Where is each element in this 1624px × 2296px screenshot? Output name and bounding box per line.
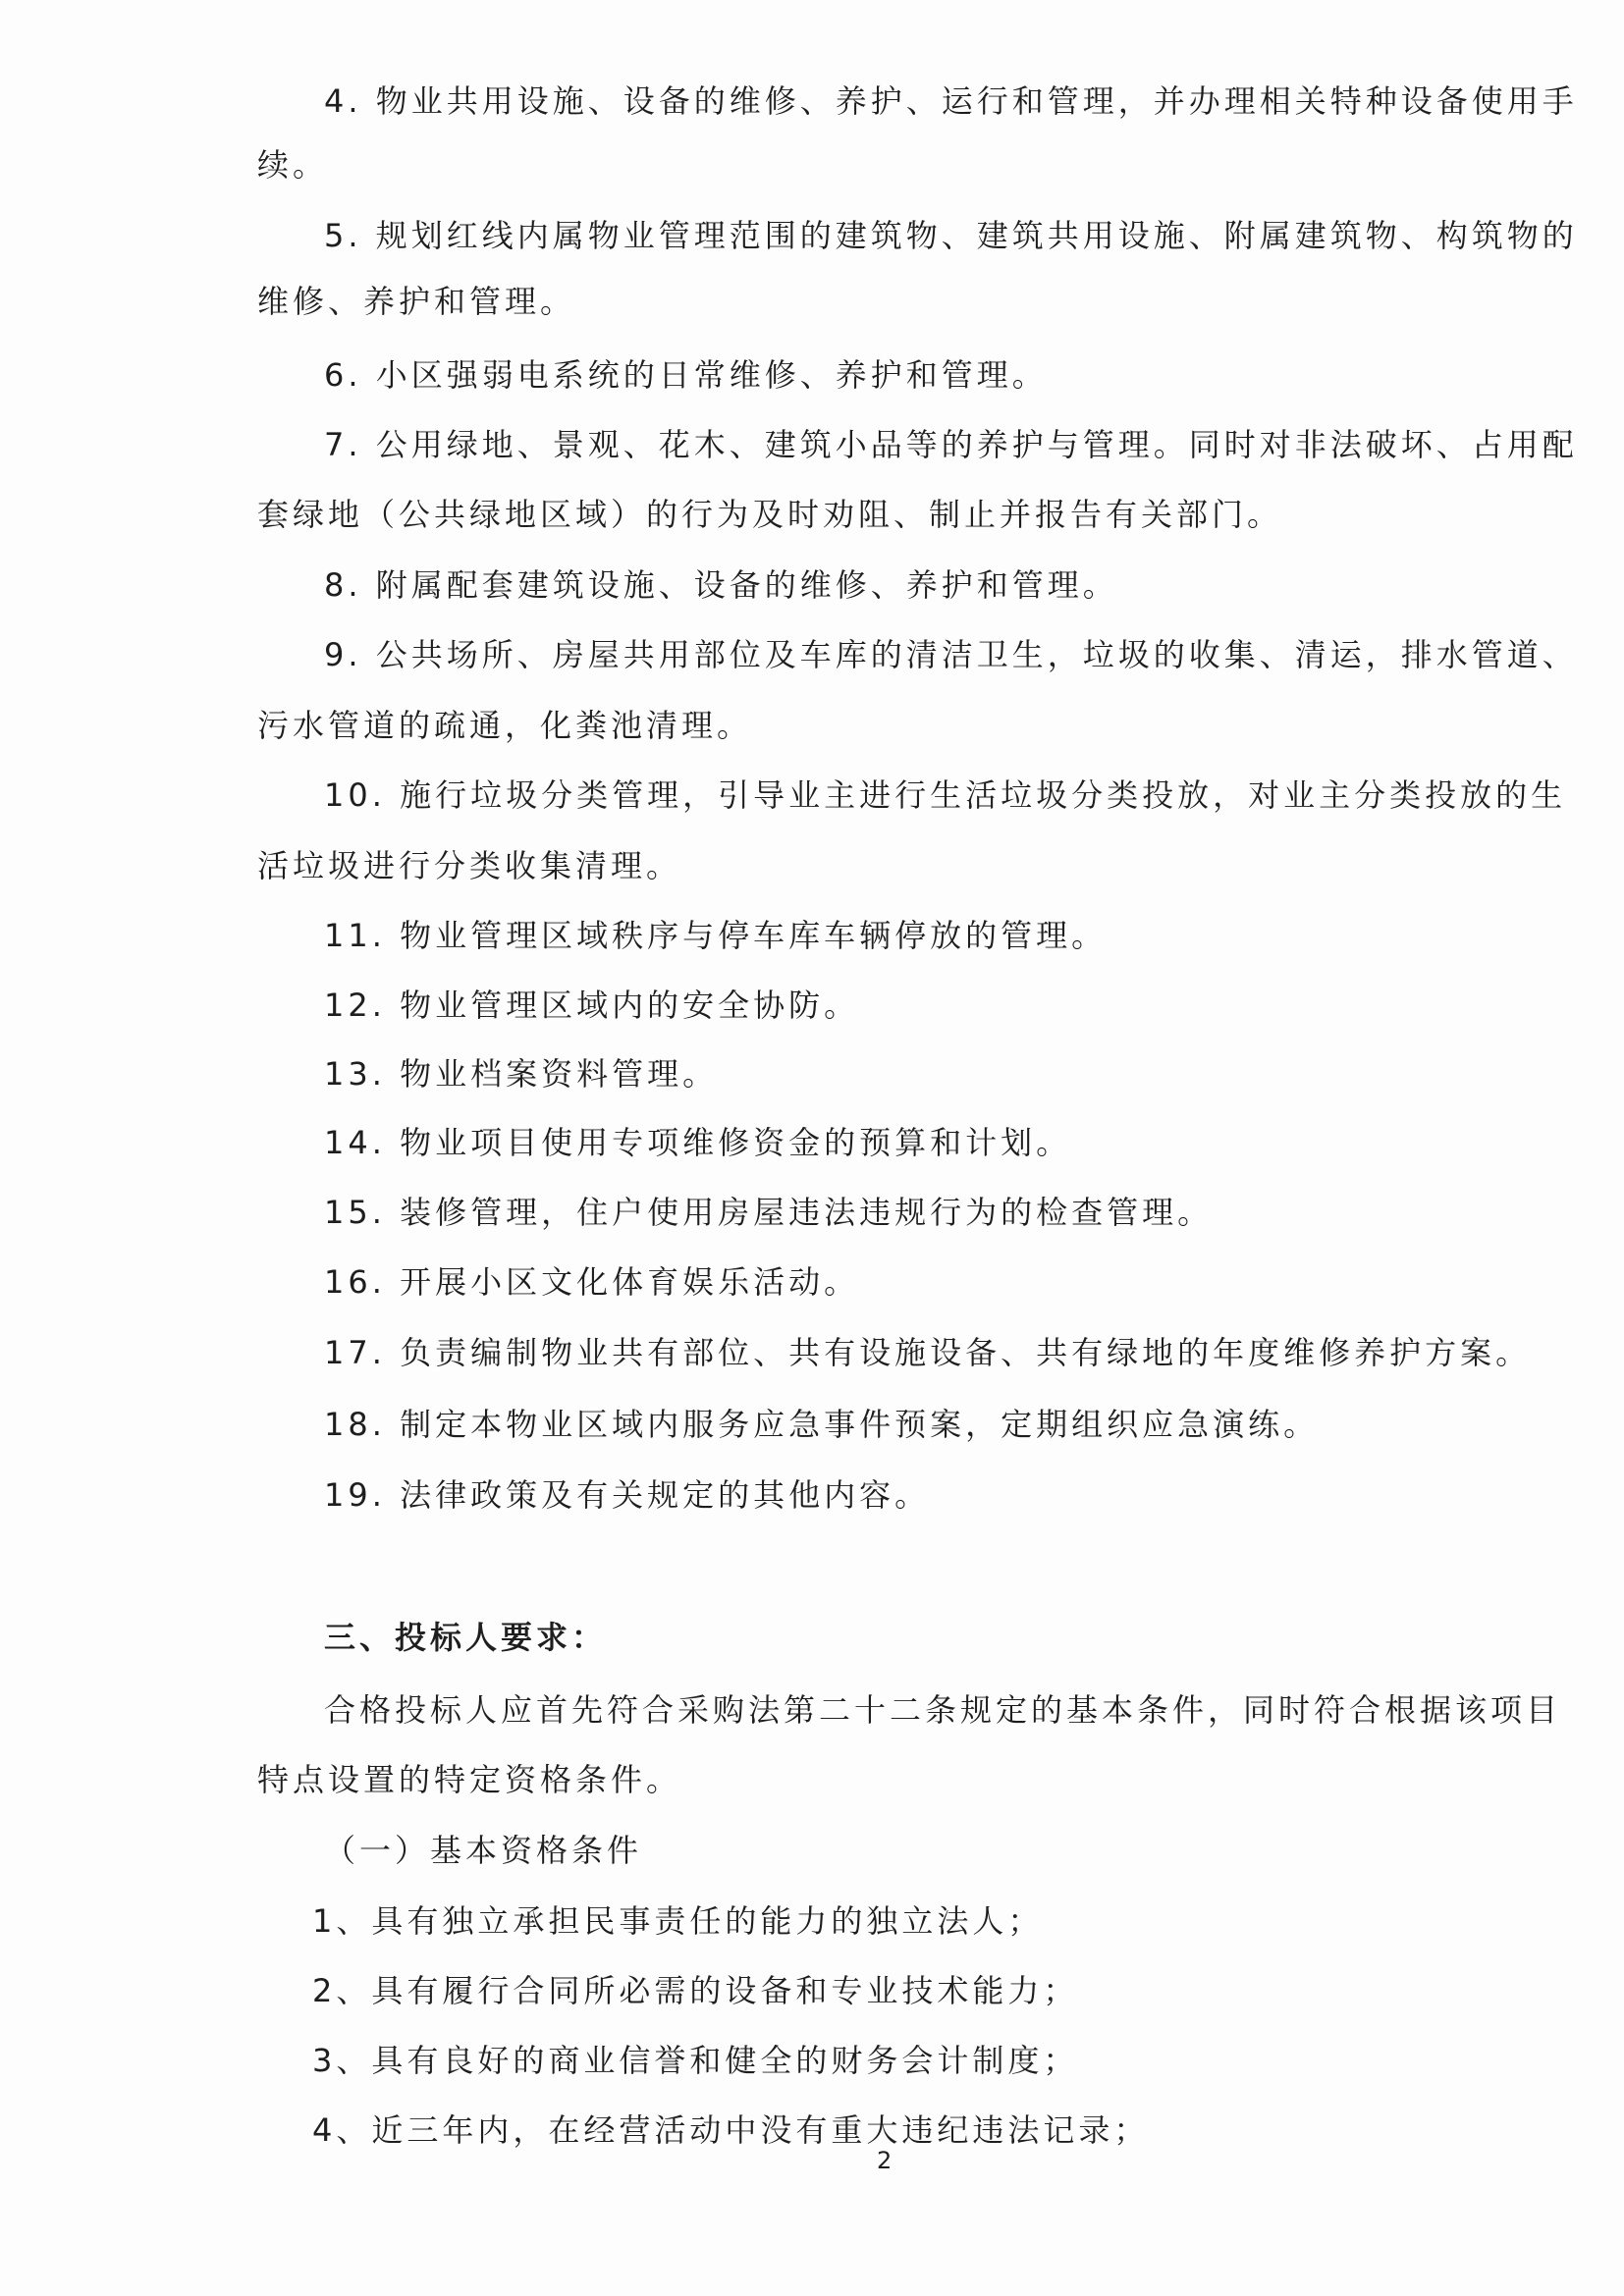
item-4-line-1: 4. 物业共用设施、设备的维修、养护、运行和管理，并办理相关特种设备使用手 [324,82,1578,120]
item-10-line-2: 活垃圾进行分类收集清理。 [257,847,682,884]
item-18: 18. 制定本物业区域内服务应急事件预案，定期组织应急演练。 [324,1406,1320,1443]
bidder-intro-line-1: 合格投标人应首先符合采购法第二十二条规定的基本条件，同时符合根据该项目 [324,1691,1562,1729]
section-heading-bidder-requirements: 三、投标人要求： [324,1619,608,1656]
item-7-line-2: 套绿地（公共绿地区域）的行为及时劝阻、制止并报告有关部门。 [257,496,1283,533]
item-7-line-1: 7. 公用绿地、景观、花木、建筑小品等的养护与管理。同时对非法破坏、占用配 [324,426,1578,463]
item-8: 8. 附属配套建筑设施、设备的维修、养护和管理。 [324,566,1118,604]
qualification-4: 4、近三年内，在经营活动中没有重大违纪违法记录； [312,2111,1150,2149]
item-6: 6. 小区强弱电系统的日常维修、养护和管理。 [324,356,1048,394]
page-number: 2 [877,2147,893,2174]
qualification-1: 1、具有独立承担民事责任的能力的独立法人； [312,1902,1044,1940]
item-19: 19. 法律政策及有关规定的其他内容。 [324,1476,931,1514]
item-11: 11. 物业管理区域秩序与停车库车辆停放的管理。 [324,917,1108,954]
item-10-line-1: 10. 施行垃圾分类管理，引导业主进行生活垃圾分类投放，对业主分类投放的生 [324,776,1567,814]
bidder-intro-line-2: 特点设置的特定资格条件。 [257,1761,682,1798]
item-14: 14. 物业项目使用专项维修资金的预算和计划。 [324,1124,1072,1161]
qualification-3: 3、具有良好的商业信誉和健全的财务会计制度； [312,2042,1079,2079]
item-16: 16. 开展小区文化体育娱乐活动。 [324,1263,860,1301]
item-9-line-2: 污水管道的疏通，化粪池清理。 [257,707,753,744]
item-9-line-1: 9. 公共场所、房屋共用部位及车库的清洁卫生，垃圾的收集、清运，排水管道、 [324,636,1578,673]
item-17: 17. 负责编制物业共有部位、共有设施设备、共有绿地的年度维修养护方案。 [324,1334,1532,1371]
subheading-basic-qualifications: （一）基本资格条件 [324,1832,643,1869]
item-12: 12. 物业管理区域内的安全协防。 [324,987,860,1024]
item-5-line-1: 5. 规划红线内属物业管理范围的建筑物、建筑共用设施、附属建筑物、构筑物的 [324,217,1578,254]
item-13: 13. 物业档案资料管理。 [324,1055,719,1093]
item-4-line-2: 续。 [257,146,329,184]
qualification-2: 2、具有履行合同所必需的设备和专业技术能力； [312,1972,1079,2009]
item-15: 15. 装修管理，住户使用房屋违法违规行为的检查管理。 [324,1194,1214,1231]
item-5-line-2: 维修、养护和管理。 [257,283,576,320]
